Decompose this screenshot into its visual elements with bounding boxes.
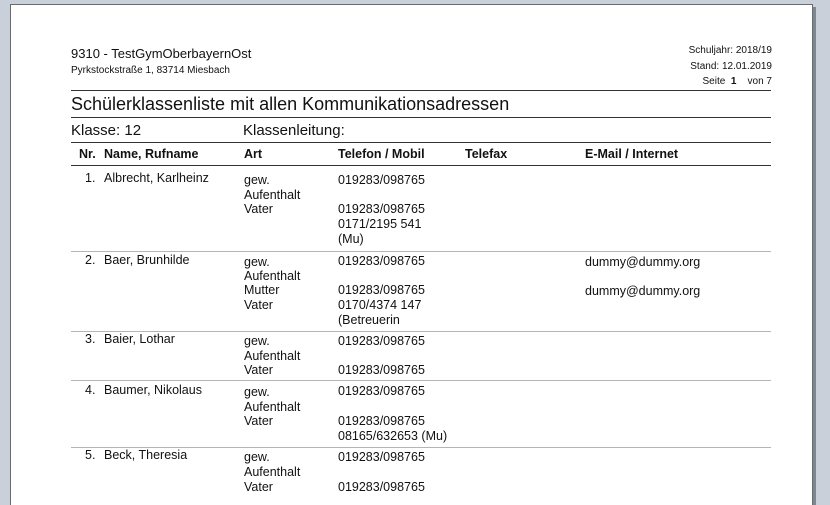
col-header-email: E-Mail / Internet [585, 147, 679, 161]
student-name: Beck, Theresia [104, 448, 188, 462]
student-name: Albrecht, Karlheinz [104, 171, 209, 185]
row-separator [71, 380, 771, 381]
telefon-cell: 019283/098765 [338, 450, 425, 464]
art-cell: gew. [244, 173, 270, 187]
col-header-telefax: Telefax [465, 147, 508, 161]
student-name: Baier, Lothar [104, 332, 175, 346]
col-header-nr: Nr. [79, 147, 96, 161]
col-header-art: Art [244, 147, 263, 161]
telefon-cell: 019283/098765 [338, 363, 425, 377]
schuljahr: Schuljahr: 2018/19 [688, 45, 772, 56]
student-nr: 1. [85, 171, 96, 185]
art-cell: Vater [244, 480, 273, 494]
col-header-name: Name, Rufname [104, 147, 199, 161]
telefon-cell: (Betreuerin [338, 313, 400, 327]
email-cell: dummy@dummy.org [585, 255, 701, 269]
art-cell: Aufenthalt [244, 349, 301, 363]
student-name: Baumer, Nikolaus [104, 383, 202, 397]
column-header-rule [71, 165, 771, 166]
art-cell: Aufenthalt [244, 269, 301, 283]
page-total: von 7 [747, 76, 772, 87]
telefon-cell: 019283/098765 [338, 480, 425, 494]
art-cell: Vater [244, 414, 273, 428]
telefon-cell: 019283/098765 [338, 384, 425, 398]
page-number: 1 [730, 76, 737, 87]
telefon-cell: 0171/2195 541 [338, 217, 422, 231]
art-cell: Aufenthalt [244, 400, 301, 414]
email-cell: dummy@dummy.org [585, 284, 701, 298]
col-header-telefon: Telefon / Mobil [338, 147, 425, 161]
telefon-cell: 019283/098765 [338, 173, 425, 187]
telefon-cell: 019283/098765 [338, 254, 425, 268]
school-address: Pyrkstockstraße 1, 83714 Miesbach [71, 65, 230, 76]
art-cell: Mutter [244, 283, 280, 297]
telefon-cell: 019283/098765 [338, 414, 425, 428]
telefon-cell: 08165/632653 (Mu) [338, 429, 448, 443]
school-name: 9310 - TestGymOberbayernOst [71, 46, 252, 61]
student-nr: 5. [85, 448, 96, 462]
telefon-cell: 019283/098765 [338, 283, 425, 297]
telefon-cell: 0170/4374 147 [338, 298, 422, 312]
student-nr: 3. [85, 332, 96, 346]
telefon-cell: 019283/098765 [338, 202, 425, 216]
student-name: Baer, Brunhilde [104, 253, 190, 267]
art-cell: Aufenthalt [244, 188, 301, 202]
art-cell: gew. [244, 334, 270, 348]
art-cell: Vater [244, 202, 273, 216]
klasse-rule [71, 142, 771, 143]
telefon-cell: 019283/098765 [338, 334, 425, 348]
art-cell: gew. [244, 450, 270, 464]
row-separator [71, 251, 771, 252]
klassenleitung-label: Klassenleitung: [243, 122, 345, 139]
art-cell: Aufenthalt [244, 465, 301, 479]
page-title: Schülerklassenliste mit allen Kommunikationsadressen [71, 94, 510, 114]
header-rule [71, 90, 771, 91]
klasse-label: Klasse: 12 [71, 122, 142, 139]
stand-date: Stand: 12.01.2019 [690, 61, 772, 72]
telefon-cell: (Mu) [338, 232, 364, 246]
student-nr: 4. [85, 383, 96, 397]
page-indicator [702, 76, 772, 87]
row-separator [71, 331, 771, 332]
art-cell: gew. [244, 385, 270, 399]
report-page [10, 4, 813, 505]
art-cell: gew. [244, 255, 270, 269]
seite-label: Seite [702, 76, 726, 87]
art-cell: Vater [244, 298, 273, 312]
title-rule [71, 117, 771, 118]
student-nr: 2. [85, 253, 96, 267]
art-cell: Vater [244, 363, 273, 377]
